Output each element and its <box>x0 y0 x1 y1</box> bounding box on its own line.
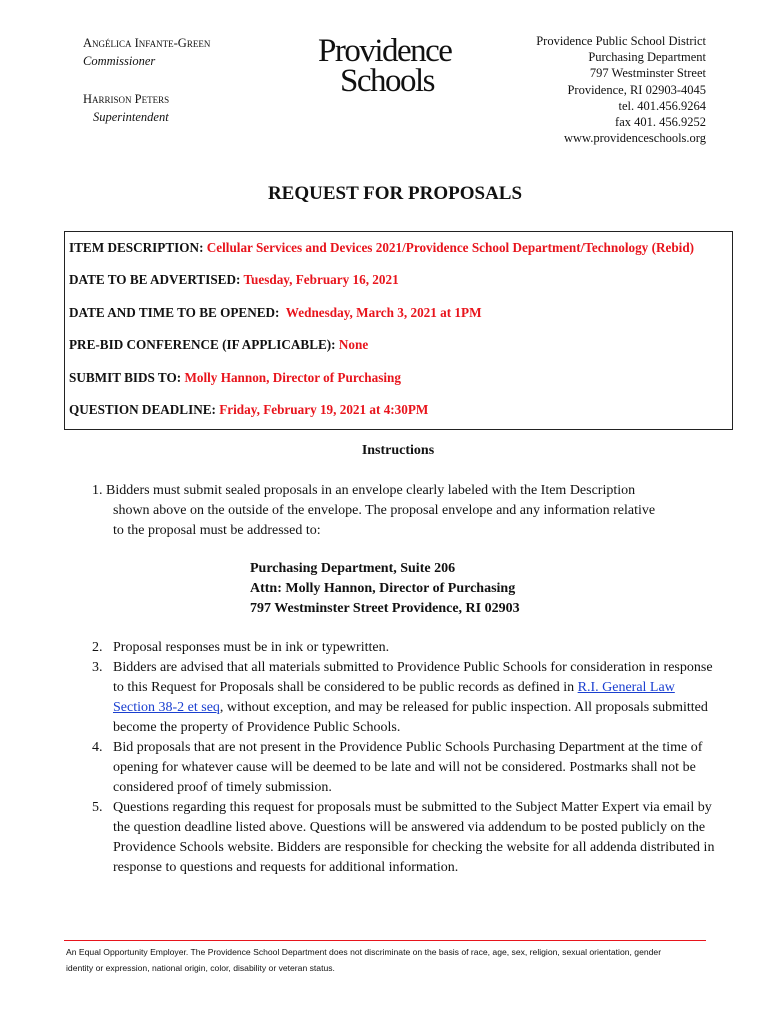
instruction-text: to the proposal must be addressed to: <box>113 523 321 538</box>
detail-label: DATE TO BE ADVERTISED: <box>69 272 244 288</box>
detail-value: Cellular Services and Devices 2021/Providence School Department/Technology (Rebid) <box>206 240 695 255</box>
detail-label: QUESTION DEADLINE: <box>69 401 220 417</box>
detail-label: SUBMIT BIDS TO: <box>69 369 185 385</box>
submit-bids-row <box>69 366 732 398</box>
website: www.providenceschools.org <box>564 131 706 146</box>
document-title: REQUEST FOR PROPOSALS <box>267 183 523 204</box>
instruction-item-1 <box>92 481 712 541</box>
instruction-item-5 <box>92 798 717 878</box>
footer-text: An Equal Opportunity Employer. The Providence School Department does not discriminate on the basis of race, age, sex, religion, sexual orientation, gender <box>66 947 662 957</box>
mailing-address <box>250 559 520 619</box>
instruction-item-3 <box>92 658 717 738</box>
instruction-text: shown above on the outside of the envelope. The proposal envelope and any information relative <box>113 503 656 518</box>
district-contact-block <box>536 33 706 146</box>
pre-bid-conference-row <box>69 333 732 365</box>
city-state-zip: Providence, RI 02903-4045 <box>567 82 706 97</box>
footer-text: identity or expression, national origin, color, disability or veteran status. <box>66 963 335 973</box>
detail-value: Friday, February 19, 2021 at 4:30PM <box>219 401 429 417</box>
header-officials <box>83 34 210 126</box>
commissioner-name: Angélica Infante-Green <box>83 36 211 50</box>
instruction-text: Bid proposals that are not present in the Providence Public Schools Purchasing Department at the time of opening for whatever cause will be deemed to be late and will not be considered. Postmarks shall not be considered proof of timely submission. <box>113 740 703 795</box>
instruction-item-2 <box>92 638 717 658</box>
superintendent-title: Superintendent <box>93 110 169 124</box>
providence-schools-logo <box>318 33 458 99</box>
district-name: Providence Public School District <box>536 34 706 48</box>
address-line: Attn: Molly Hannon, Director of Purchasing <box>250 581 516 596</box>
item-description-row <box>69 236 732 268</box>
detail-label: ITEM DESCRIPTION: <box>69 240 207 255</box>
commissioner-title: Commissioner <box>83 54 156 68</box>
detail-label: PRE-BID CONFERENCE (IF APPLICABLE): <box>69 337 339 353</box>
street-address: 797 Westminster Street <box>589 66 706 81</box>
logo-line-schools: Schools <box>340 63 435 99</box>
rfp-details-box <box>64 231 733 430</box>
detail-value: Molly Hannon, Director of Purchasing <box>184 369 401 385</box>
instruction-text: Bidders are advised that all materials submitted to Providence Public Schools for consideration in response to this Request for Proposals shall be considered to be public records as defined in <box>113 660 713 695</box>
list-number: 5. <box>92 800 103 815</box>
ri-general-law-link[interactable]: R.I. General Law Section 38-2 et seq <box>113 680 675 715</box>
department-name: Purchasing Department <box>588 50 706 65</box>
footer-divider <box>64 940 706 941</box>
superintendent-name: Harrison Peters <box>83 92 170 106</box>
list-number: 2. <box>92 640 103 655</box>
detail-label: DATE AND TIME TO BE OPENED: <box>69 304 286 320</box>
detail-value: Wednesday, March 3, 2021 at 1PM <box>285 304 482 320</box>
instruction-text: Proposal responses must be in ink or typewritten. <box>113 640 390 655</box>
instruction-text: Bidders must submit sealed proposals in an envelope clearly labeled with the Item Description <box>106 483 636 498</box>
telephone: tel. 401.456.9264 <box>618 98 706 113</box>
question-deadline-row <box>69 398 732 430</box>
footer-notice <box>66 944 716 976</box>
address-line: 797 Westminster Street Providence, RI 02903 <box>250 601 520 616</box>
list-number: 1. <box>92 483 103 498</box>
logo-line-providence: Providence <box>318 33 452 69</box>
detail-value: None <box>338 337 369 353</box>
detail-value: Tuesday, February 16, 2021 <box>243 272 399 288</box>
instruction-item-4 <box>92 738 717 798</box>
instruction-list <box>92 638 717 878</box>
fax: fax 401. 456.9252 <box>615 115 706 130</box>
instruction-text: Questions regarding this request for proposals must be submitted to the Subject Matter Expert via email by the question deadline listed above. Questions will be answered via addendum to be posted publicly on the Providence Schools website. Bidders are responsible for checking the website for all addenda distributed in response to questions and requests for additional information. <box>113 800 715 875</box>
instruction-text: , without exception, and may be released for public inspection. All proposals submitted become the property of Providence Public Schools. <box>113 700 708 735</box>
address-line: Purchasing Department, Suite 206 <box>250 561 456 576</box>
instructions-heading: Instructions <box>361 443 435 458</box>
opening-date-row <box>69 301 732 333</box>
list-number: 3. <box>92 660 103 675</box>
list-number: 4. <box>92 740 103 755</box>
advertised-date-row <box>69 268 732 300</box>
